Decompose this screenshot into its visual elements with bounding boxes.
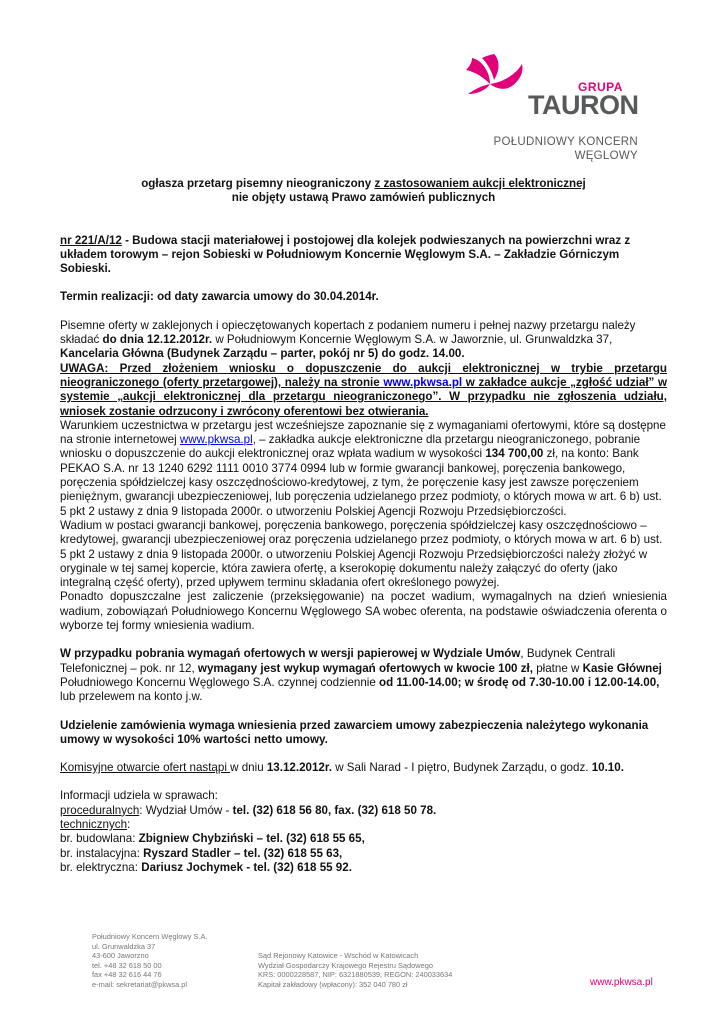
contact-person: Zbigniew Chybziński – tel. (32) 618 55 65, [138,832,365,846]
logo-grupa: GRUPA [578,80,623,94]
opening-paragraph [60,761,667,775]
contact-construction [60,832,667,846]
contact-installation [60,847,667,861]
contact-label: technicznych [60,817,128,831]
warning-text: UWAGA: Przed złożeniem wniosku o dopuszczenie do aukcji elektronicznej w trybie przetargu nieograniczonego (oferty przetargowej), należy na stronie [60,361,667,389]
zaliczenie-paragraph: Ponadto dopuszczalne jest zaliczenie (przeksięgowanie) na poczet wadium, wymagalnych na dzień wniesienia wadium, zobowiązań Południowego Koncernu Węglowego SA wobec oferenta, na podstawie oświadczenia oferenta o wyborze tej formy wniesienia wadium. [60,590,667,633]
footer-line: Wydział Gospodarczy Krajowego Rejestru Sądowego [258,960,433,970]
opening-label: Komisyjne otwarcie ofert nastąpi [60,761,231,775]
contact-procedural [60,804,667,818]
warning-text: w zakładce aukcje „zgłość udział” w systemie „aukcji elektronicznej dla przetargu nieograniczonego”. W przypadku nie zgłoszenia udziału, wniosek zostanie odrzucony i zwrócony oferentowi bez otwierania. [60,375,667,418]
logo-subtitle-2: WĘGLOWY [574,150,638,162]
contact-label: br. budowlana: [60,832,139,846]
conditions-text: , – zakładka aukcje elektroniczne dla przetargu nieograniczonego, pobranie wniosku o dopuszczenie do aukcji elektronicznej oraz wpłata wadium w wysokości [60,433,641,461]
requirements-hours: od 11.00-14.00; w środę od 7.30-10.00 i 12.00-14.00, [379,675,660,689]
opening-text: w Sali Narad - I piętro, Budynek Zarządu, o godz. [331,761,592,775]
requirements-bold: W przypadku pobrania wymagań ofertowych w wersji papierowej w Wydziale Umów [60,647,521,661]
requirements-text: , Budynek Centrali Telefonicznej – pok. nr 12, [60,647,616,675]
document-body [60,177,667,875]
contact-text: : Wydział Umów - [139,803,233,817]
tender-subject-text: - Budowa stacji materiałowej i postojowej dla kolejek podwieszanych na powierzchni wraz z układem torowym – rejon Sobieski w Południowym Koncernie Węglowym S.A. – Zakładzie Górniczym Sobieski. [60,233,631,276]
contact-technical [60,818,667,832]
pkwsa-link[interactable]: www.pkwsa.pl [383,375,463,389]
security-paragraph: Udzielenie zamówienia wymaga wniesienia przed zawarciem umowy zabezpieczenia należytego wykonania umowy w wysokości 10% wartości netto umowy. [60,718,649,746]
wadium-paragraph: Wadium w postaci gwarancji bankowej, poręczenia bankowego, poręczenia spółdzielczej kasy oszczędnościowo – kredytowej, gwarancji ubezpieczeniowej oraz poręczenia udzielanego przez podmioty, o których mowa w art. 6 b) ust. 5 pkt 2 ustawy z dnia 9 listopada 2000r. o utworzeniu Polskiej Agencji Rozwoju Przedsiębiorczości należy złożyć w oryginale w tej samej kopercie, która zawiera ofertę, a kserokopię dokumentu należy załączyć do oferty (jako integralną część oferty), przed upływem terminu składania ofert określonego powyżej. [60,518,663,590]
heading-underlined: z zastosowaniem aukcji elektronicznej [374,177,586,190]
conditions-text: zł, na konto: Bank PEKAO S.A. nr 13 1240 6292 1111 0010 3774 0994 lub w formie gwarancji bankowej, poręczenia bankowego, poręczenia spółdzielczej kasy oszczędnościowo-kredytowej, z tym, że poręczenie kasy jest zawsze poręczeniem pieniężnym, gwarancji ubezpieczeniowej, lub poręczenia udzielanego przez podmioty, o których mowa w art. 6 b) ust. 5 pkt 2 ustawy z dnia 9 listopada 2000r. o utworzeniu Polskiej Agencji Rozwoju Przedsiębiorczości. [60,447,662,518]
pkwsa-link[interactable]: www.pkwsa.pl [179,433,253,447]
footer-registry [258,951,452,989]
contact-intro: Informacji udziela w sprawach: [60,789,218,803]
footer-line: Kapitał zakładowy (wpłacony): 352 040 780 zł [258,979,408,989]
requirements-bold: Kasie Głównej [582,661,662,675]
contact-label: br. elektryczna: [60,860,142,874]
contact-electrical [60,861,667,875]
footer-line: Południowy Koncern Węglowy S.A. [92,932,208,941]
footer-line: fax +48 32 616 44 76 [92,970,162,980]
tender-subject [60,234,667,277]
tauron-logo [460,50,660,168]
offers-text: Pisemne oferty w zaklejonych i opieczętowanych kopertach z podaniem numeru i pełnej nazwy przetargu należy składać [60,318,636,347]
footer-line: e-mail: sekretariat@pkwsa.pl [92,979,187,989]
offers-office: Kancelaria Główna (Budynek Zarządu – parter, pokój nr 5) do godz. 14.00. [60,347,465,361]
offers-paragraph [60,319,667,362]
requirements-text: płatne w [532,661,583,675]
contact-phone: tel. (32) 618 56 80, fax. (32) 618 50 78. [232,803,437,817]
warning-paragraph [60,362,667,419]
requirements-paragraph [60,647,667,704]
footer-line: 43-600 Jaworzno [92,951,149,961]
deadline: Termin realizacji: od daty zawarcia umowy do 30.04.2014r. [60,290,379,304]
requirements-bold: wymagany jest wykup wymagań ofertowych w kwocie 100 zł, [197,661,533,675]
logo-brand: TAURON [528,90,639,120]
heading-line-2: nie objęty ustawą Prawo zamówień publicznych [231,191,496,205]
footer-website-link[interactable]: www.pkwsa.pl [590,977,653,988]
footer-company [92,932,207,990]
opening-text: w dniu [230,761,267,775]
contact-label: br. instalacyjna: [60,846,144,860]
tender-number: nr 221/A/12 [60,233,122,247]
heading-prefix: ogłasza przetarg pisemny nieograniczony [141,177,375,190]
logo-subtitle-1: POŁUDNIOWY KONCERN [493,136,638,148]
opening-date: 13.12.2012r. [266,761,332,775]
opening-time: 10.10. [591,761,624,775]
contact-person: Dariusz Jochymek - tel. (32) 618 55 92. [141,860,352,874]
footer-line: KRS: 0000228587, NIP: 6321880539, REGON: 240033634 [258,970,453,980]
footer-line: tel. +48 32 618 50 00 [92,960,162,970]
footer-line: Sąd Rejonowy Katowice - Wschód w Katowicach [258,951,419,960]
contact-person: Ryszard Stadler – tel. (32) 618 55 63, [143,846,343,860]
footer-line: ul. Grunwaldzka 37 [92,941,156,951]
requirements-text: lub przelewem na konto j.w. [60,690,203,704]
contact-label: proceduralnych [60,803,140,817]
conditions-paragraph [60,419,667,519]
contact-text: : [127,817,131,831]
offers-text: w Południowym Koncernie Węglowym S.A. w Jaworznie, ul. Grunwaldzka 37, [212,333,613,347]
wadium-amount: 134 700,00 [485,447,544,461]
heading-line-1 [60,177,667,191]
offers-date: do dnia 12.12.2012r. [102,333,213,347]
conditions-text: Warunkiem uczestnictwa w przetargu jest wcześniejsze zapoznanie się z wymaganiami ofertowymi, które są dostępne na stronie internetowej [60,418,666,447]
requirements-text: Południowego Koncernu Węglowego S.A. czynnej codziennie [60,675,380,689]
